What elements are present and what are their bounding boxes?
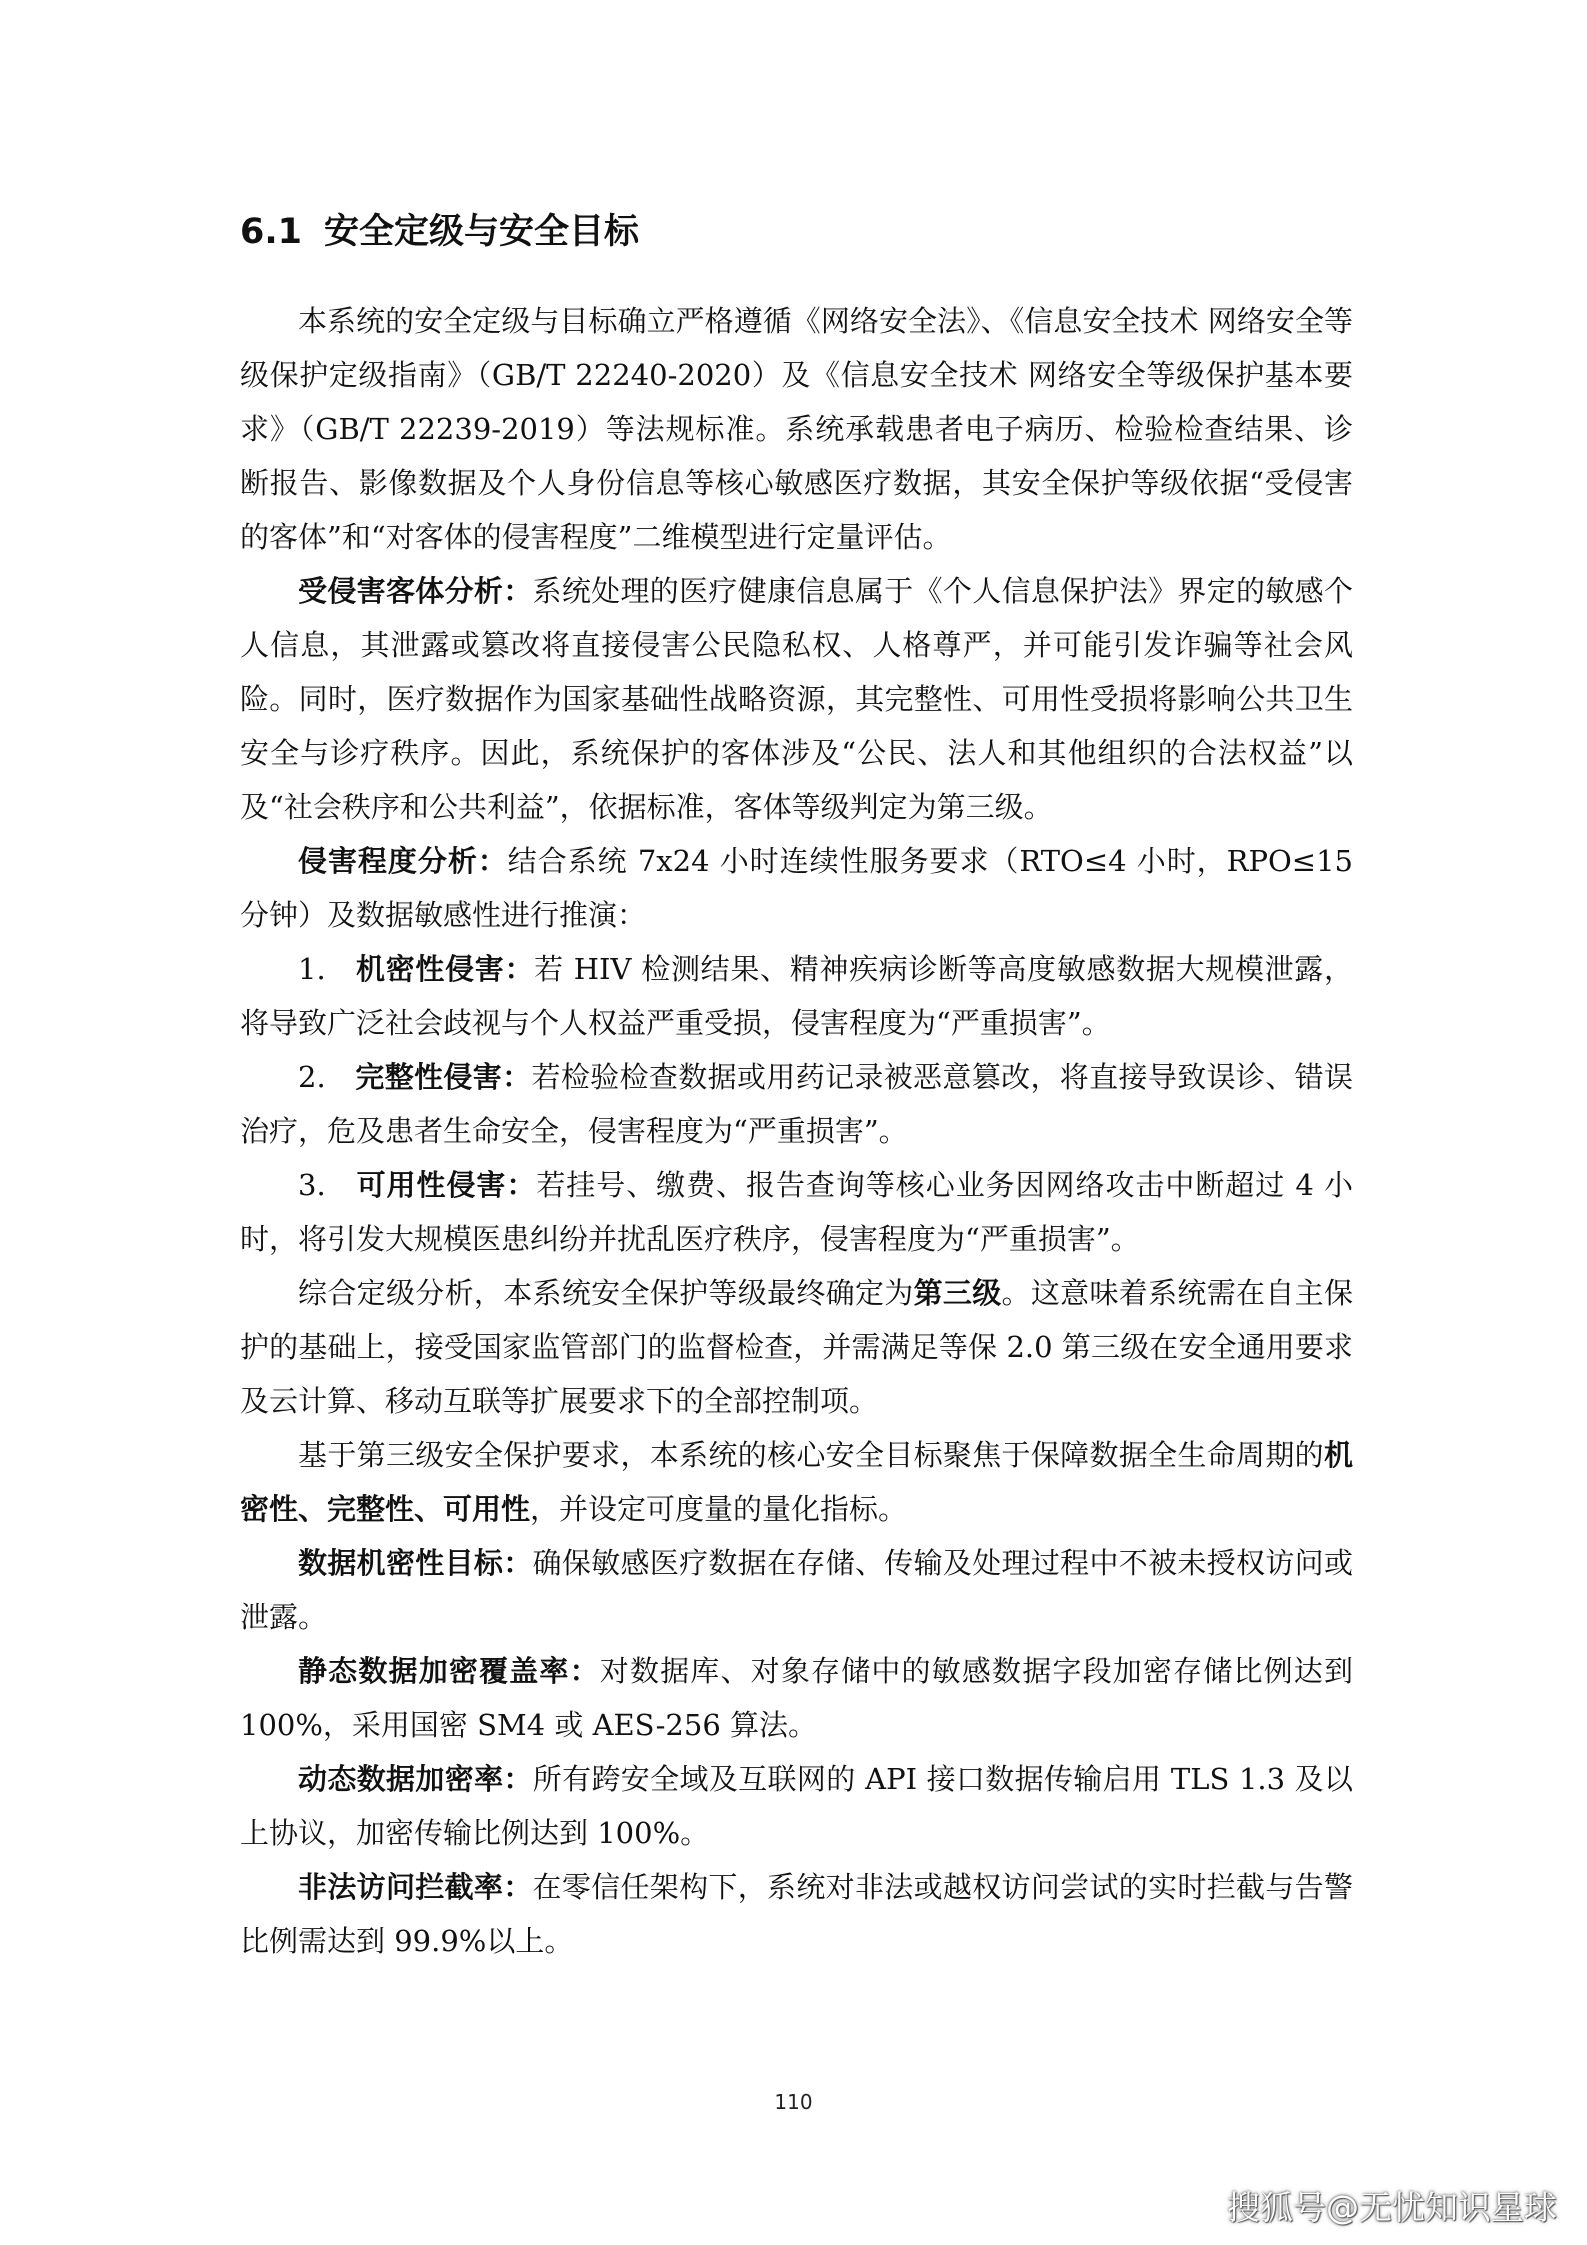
bold-run: 机密性侵害： [356, 952, 535, 986]
text-run: 本系统的安全定级与目标确立严格遵循《网络安全法》、《信息安全技术 网络安全等级保护定级指南》（GB/T 22240-2020）及《信息安全技术 网络安全等级保护基本要求》（GB/T 22239-2019）等法规标准。系统承载患者电子病历、检验检查结果、诊断报告、影像数据及个人身份信息等核心敏感医疗数据，其安全保护等级依据“受侵害的客体”和“对客体的侵害程度”二维模型进行定量评估。 [240, 304, 1353, 554]
text-run: 确保敏感医疗数据在存储、传输及处理过程中不被未授权访问或泄露。 [240, 1546, 1353, 1634]
bold-run: 静态数据加密覆盖率： [298, 1654, 600, 1688]
text-run: 在零信任架构下，系统对非法或越权访问尝试的实时拦截与告警比例需达到 99.9%以上。 [240, 1870, 1353, 1958]
section-heading [240, 208, 639, 256]
body-paragraph [240, 1644, 1353, 1752]
body-paragraph [240, 1158, 1353, 1266]
bold-run: 机密性、完整性、可用性 [240, 1438, 1353, 1526]
text-run: 1. [298, 952, 357, 986]
body-paragraph [240, 1752, 1353, 1860]
body-paragraph [240, 942, 1353, 1050]
text-run: 若挂号、缴费、报告查询等核心业务因网络攻击中断超过 4 小时，将引发大规模医患纠纷并扰乱医疗秩序，侵害程度为“严重损害”。 [240, 1168, 1353, 1256]
page-number: 110 [774, 2090, 813, 2114]
text-run: 所有跨安全域及互联网的 API 接口数据传输启用 TLS 1.3 及以上协议，加密传输比例达到 100%。 [240, 1762, 1353, 1850]
text-run: 2. [298, 1060, 356, 1094]
text-run: 对数据库、对象存储中的敏感数据字段加密存储比例达到 100%，采用国密 SM4 或 AES-256 算法。 [240, 1654, 1353, 1742]
body-paragraph [240, 1428, 1353, 1536]
body-text [240, 294, 1353, 1968]
body-paragraph [240, 564, 1353, 834]
section-title: 安全定级与安全目标 [324, 212, 640, 252]
section-number: 6.1 [240, 212, 303, 252]
body-paragraph [240, 1536, 1353, 1644]
text-run: 综合定级分析，本系统安全保护等级最终确定为 [298, 1276, 914, 1310]
bold-run: 动态数据加密率： [298, 1762, 533, 1796]
text-run: 。这意味着系统需在自主保护的基础上，接受国家监管部门的监督检查，并需满足等保 2.0 第三级在安全通用要求及云计算、移动互联等扩展要求下的全部控制项。 [240, 1276, 1353, 1418]
body-paragraph [240, 1860, 1353, 1968]
body-paragraph [240, 834, 1353, 942]
bold-run: 完整性侵害： [355, 1060, 532, 1094]
text-run: 基于第三级安全保护要求，本系统的核心安全目标聚焦于保障数据全生命周期的 [298, 1438, 1324, 1472]
body-paragraph [240, 294, 1353, 564]
bold-run: 受侵害客体分析： [298, 574, 533, 608]
text-run: 结合系统 7x24 小时连续性服务要求（RTO≤4 小时，RPO≤15 分钟）及数据敏感性进行推演： [240, 844, 1353, 932]
text-run: 若检验检查数据或用药记录被恶意篡改，将直接导致误诊、错误治疗，危及患者生命安全，侵害程度为“严重损害”。 [240, 1060, 1353, 1148]
text-run: 若 HIV 检测结果、精神疾病诊断等高度敏感数据大规模泄露，将导致广泛社会歧视与个人权益严重受损，侵害程度为“严重损害”。 [240, 952, 1353, 1040]
watermark: 搜狐号@无忧知识星球 [1227, 2188, 1557, 2227]
text-run: 系统处理的医疗健康信息属于《个人信息保护法》界定的敏感个人信息，其泄露或篡改将直接侵害公民隐私权、人格尊严，并可能引发诈骗等社会风险。同时，医疗数据作为国家基础性战略资源，其完整性、可用性受损将影响公共卫生安全与诊疗秩序。因此，系统保护的客体涉及“公民、法人和其他组织的合法权益”以及“社会秩序和公共利益”，依据标准，客体等级判定为第三级。 [240, 574, 1353, 824]
text-run: ，并设定可度量的量化指标。 [530, 1492, 908, 1526]
body-paragraph [240, 1266, 1353, 1428]
bold-run: 非法访问拦截率： [298, 1870, 533, 1904]
bold-run: 数据机密性目标： [298, 1546, 533, 1580]
text-run: 3. [298, 1168, 357, 1202]
bold-run: 第三级 [913, 1276, 1002, 1310]
body-paragraph [240, 1050, 1353, 1158]
bold-run: 侵害程度分析： [298, 844, 508, 878]
bold-run: 可用性侵害： [356, 1168, 537, 1202]
